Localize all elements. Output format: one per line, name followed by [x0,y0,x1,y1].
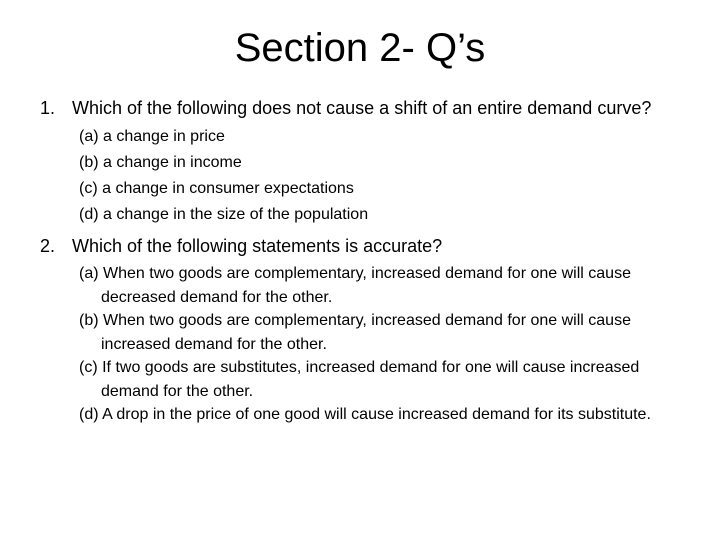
question-1-option-c: (c) a change in consumer expectations [79,180,354,197]
question-1-number: 1. [40,98,56,118]
question-1-option-a: (a) a change in price [79,128,225,145]
question-1-option-b: (b) a change in income [79,154,242,171]
question-1-options [40,124,680,228]
question-1-row [40,96,680,120]
question-1-option-d: (d) a change in the size of the population [79,206,369,223]
question-1 [40,96,680,228]
question-2-option-a: (a) When two goods are complementary, increased demand for one will cause decreased demand for the other. [79,265,631,306]
question-list [40,96,680,427]
question-2-row [40,234,680,258]
question-2-options [40,262,680,427]
question-2-option-b: (b) When two goods are complementary, increased demand for one will cause increased demand for the other. [79,312,631,353]
question-2-option-d: (d) A drop in the price of one good will cause increased demand for its substitute. [79,406,651,423]
question-2-option-c: (c) If two goods are substitutes, increased demand for one will cause increased demand for the other. [79,359,640,400]
slide-title: Section 2- Q’s [234,26,486,70]
question-2 [40,234,680,427]
question-2-text: Which of the following statements is accurate? [72,236,443,256]
question-2-number: 2. [40,236,56,256]
question-1-text: Which of the following does not cause a shift of an entire demand curve? [72,98,652,118]
